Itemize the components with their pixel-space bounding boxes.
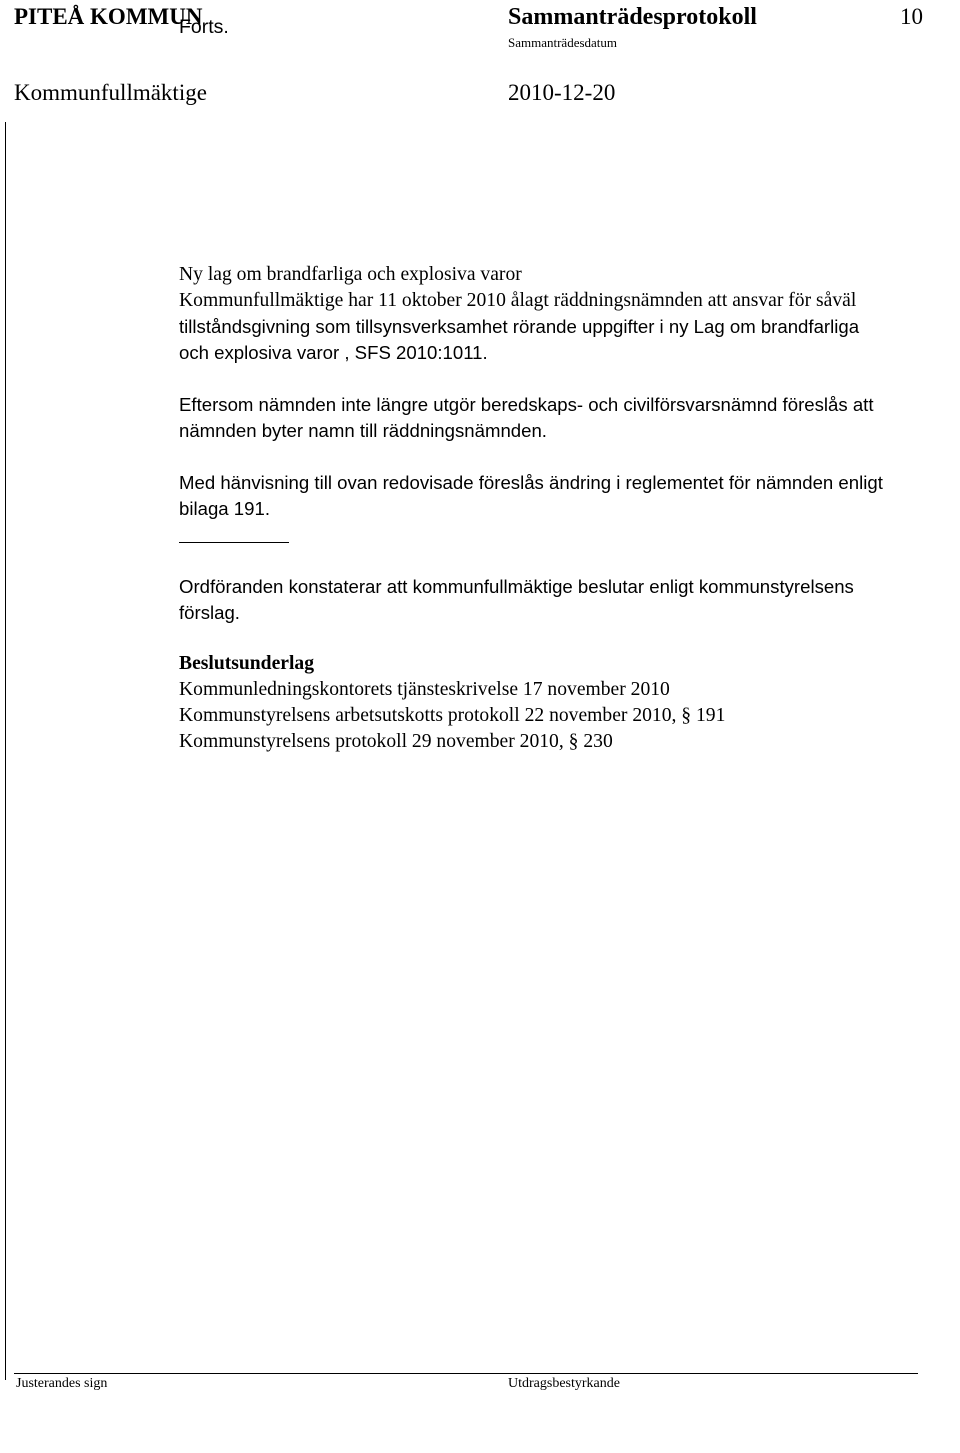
signature-label: Justerandes sign <box>16 1376 108 1391</box>
paragraph-line: bilaga 191. <box>179 498 270 519</box>
paragraph-line: Ordföranden konstaterar att kommunfullmäktige beslutar enligt kommunstyrelsens <box>179 576 854 597</box>
continued-label: Forts. <box>179 16 229 38</box>
page-number: 10 <box>900 4 923 29</box>
paragraph-4 <box>179 574 959 626</box>
document-title: Sammanträdesprotokoll <box>508 4 757 30</box>
paragraph-line: tillståndsgivning som tillsynsverksamhet rörande uppgifter i ny Lag om brandfarliga <box>179 316 860 337</box>
footer-line <box>14 1373 918 1374</box>
paragraph-line: förslag. <box>179 602 240 623</box>
decision-basis-item: Kommunledningskontorets tjänsteskrivelse 17 november 2010 <box>179 679 670 700</box>
section-title: Ny lag om brandfarliga och explosiva varor <box>179 264 522 285</box>
margin-line <box>5 122 6 1380</box>
paragraph-3 <box>179 470 959 522</box>
separator-line <box>179 542 289 543</box>
decision-basis-item: Kommunstyrelsens protokoll 29 november 2010, § 230 <box>179 731 613 752</box>
certification-label: Utdragsbestyrkande <box>508 1376 620 1391</box>
decision-basis <box>179 651 959 755</box>
paragraph-2 <box>179 392 959 444</box>
paragraph-line: nämnden byter namn till räddningsnämnden. <box>179 420 547 441</box>
meeting-date: 2010-12-20 <box>508 80 616 105</box>
governing-body: Kommunfullmäktige <box>14 80 207 105</box>
paragraph-line: Kommunfullmäktige har 11 oktober 2010 ålagt räddningsnämnden att ansvar för såväl <box>179 290 857 311</box>
decision-basis-heading: Beslutsunderlag <box>179 653 315 674</box>
paragraph-1 <box>179 288 959 366</box>
paragraph-line: och explosiva varor , SFS 2010:1011. <box>179 342 488 363</box>
paragraph-line: Eftersom nämnden inte längre utgör beredskaps- och civilförsvarsnämnd föreslås att <box>179 394 874 415</box>
decision-basis-item: Kommunstyrelsens arbetsutskotts protokoll 22 november 2010, § 191 <box>179 705 726 726</box>
date-label: Sammanträdesdatum <box>508 35 618 50</box>
paragraph-line: Med hänvisning till ovan redovisade föreslås ändring i reglementet för nämnden enligt <box>179 472 883 493</box>
organization-name: PITEÅ KOMMUN <box>14 4 203 29</box>
section-title-block <box>179 262 959 288</box>
